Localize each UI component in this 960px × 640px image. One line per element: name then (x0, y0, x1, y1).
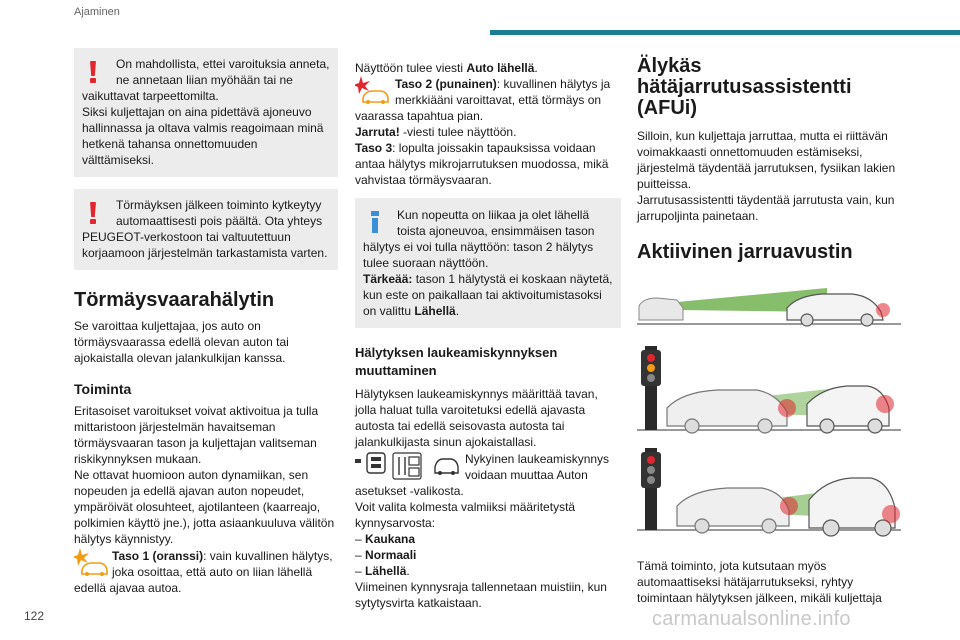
collision-alert-intro: Se varoittaa kuljettajaa, jos auto on törmäysvaarassa edellä olevan auton tai ajokaistalla olevan jalankulkijan kanssa. (74, 319, 289, 365)
section-heading-active-brake: Aktiivinen jarruavustin (637, 241, 853, 263)
level1-message-line (355, 60, 621, 76)
page-number: 122 (24, 609, 45, 623)
option-near-label: Lähellä (365, 564, 407, 578)
message-prefix: Näyttöön tulee viesti (355, 61, 467, 75)
warning-box-1-line1: On mahdollista, ettei varoituksia anneta, (116, 57, 330, 71)
important-lahella: Lähellä (414, 304, 456, 318)
level1-paragraph (74, 548, 338, 596)
section-heading-collision-alert: Törmäysvaarahälytin (74, 289, 275, 311)
warning-icon (90, 202, 96, 224)
message-period: . (534, 61, 538, 75)
level2-line1 (355, 76, 621, 92)
important-label: Tärkeää: (363, 272, 413, 286)
info-rest: hälytys ei voi tulla näyttöön: tason 2 hälytys tulee suoraan näyttöön. (363, 240, 594, 270)
jarruta-line (355, 124, 621, 140)
info-box (355, 198, 621, 328)
column-3 (637, 56, 901, 606)
warning-box-1-text: vaikuttavat tarpeettomilta. Siksi kuljettajan on aina pidettävä ajoneuvo hallinnassa ja oltava valmis reagoimaan minä hetkenä tahansa onnettomuuden välttämiseksi. (82, 89, 324, 167)
afu-text: Silloin, kun kuljettaja jarruttaa, mutta ei riittävän voimakkaasti onnettomuuden estämiseksi, järjestelmä täydentää jarrutuksen, fysiikan lakien puitteissa. Jarrutusassistentti täydentää jarrutusta vain, kun jarrupoljinta painetaan. (637, 129, 896, 223)
option-near: – Lähellä. (355, 564, 410, 578)
illustration-distance-alert (637, 282, 901, 342)
threshold-icon-rest: asetukset -valikosta. Voit valita kolmesta valmiiksi määritetystä kynnysarvosta: (355, 484, 576, 530)
column-1 (74, 48, 338, 596)
threshold-icon-line2: voidaan muuttaa Auton (465, 468, 588, 482)
active-brake-text: Tämä toiminto, jota kutsutaan myös automaattiseksi hätäjarrutukseksi, ryhtyy toimintaan hälytyksen jälkeen, mikäli kuljettaja (637, 559, 882, 605)
level1-text1: : vain kuvallinen hälytys, (203, 549, 333, 563)
warning-icon (90, 61, 96, 83)
level2-collision-icon (355, 76, 389, 104)
level3-label: Taso 3 (355, 141, 393, 155)
important-end: . (455, 304, 460, 318)
dash: – (355, 548, 362, 562)
level2-rest: vaarassa tapahtua pian. (355, 109, 484, 123)
warning-box-2-text: PEUGEOT-verkostoon tai valtuutettuun korjaamoon järjestelmän tarkastamista varten. (82, 230, 328, 260)
level2-line2: merkkiääni varoittavat, että törmäys on (395, 93, 602, 107)
warning-box-2 (74, 189, 338, 270)
dash: – (355, 564, 362, 578)
level3-text: : lopulta joissakin tapauksissa voidaan antaa hälytys mikrojarrutuksen muodossa, mikä vahvistaa törmäysvaaran. (355, 141, 609, 187)
header-section-label: Ajaminen (74, 6, 120, 18)
level2-paragraph (355, 76, 621, 124)
level1-collision-icon (74, 548, 108, 576)
warning-box-2-line1: Törmäyksen jälkeen toiminto kytkeytyy (116, 198, 322, 212)
jarruta-text: -viesti tulee näyttöön. (399, 125, 517, 139)
info-icon (371, 211, 379, 233)
operation-text: Eritasoiset varoitukset voivat aktivoitua ja tulla mittaristoon järjestelmän havaitseman törmäysvaaran tason ja kuljettajan valitseman riskikynnyksen mukaan. Ne ottavat huomioon auton dynamiikan, sen nopeuden ja edellä ajavan auton nopeudet, ympäröivät olosuhteet, ajotilanteen (kaarreajo, polkimien käyttö jne.), jotta asiaankuuluva välitön hälytys käynnistyy. (74, 404, 335, 546)
threshold-final: Viimeinen kynnysraja tallennetaan muistiin, kun sytytysvirta katkaistaan. (355, 580, 607, 610)
column-2 (355, 60, 621, 611)
important-text: tason 1 hälytystä ei koskaan näytetä, kun este on paikallaan tai aktivoitumistasoksi on valittu (363, 272, 613, 318)
level1-line2: joka osoittaa, että auto on liian lähellä (112, 565, 313, 579)
warning-box-1-line2: ne annetaan liian myöhään tai ne (116, 73, 293, 87)
section-heading-afu: Älykäs hätäjarrutusassistentti (AFUi) (637, 55, 852, 119)
level2-label: Taso 2 (punainen) (395, 77, 497, 91)
header-accent-bar (490, 30, 960, 35)
option-far (355, 531, 621, 547)
level3-paragraph (355, 140, 621, 188)
illustration-level-3 (637, 448, 901, 546)
level1-label: Taso 1 (oranssi) (112, 549, 204, 563)
info-line1: Kun nopeutta on liikaa ja olet lähellä (397, 208, 590, 222)
jarruta-label: Jarruta! (355, 125, 400, 139)
level1-line1 (74, 548, 338, 564)
threshold-text: Hälytyksen laukeamiskynnys määrittää tavan, jolla haluat tulla varoitetuksi edellä ajavasta autosta tai edellä seisovasta autosta tai jalankulkijasta sinun ajokaistallasi. (355, 387, 598, 449)
level2-text1: : kuvallinen hälytys ja (496, 77, 611, 91)
level1-rest: edellä ajavaa autoa. (74, 581, 182, 595)
option-normal-label: Normaali (365, 548, 417, 562)
info-line2: toista ajoneuvoa, ensimmäisen tason (397, 224, 595, 238)
option-normal (355, 547, 621, 563)
message-auto-lahella: Auto lähellä (466, 61, 535, 75)
warning-box-2-line2: automaattisesti pois päältä. Ota yhteys (116, 214, 323, 228)
warning-box-1 (74, 48, 338, 177)
info-important (363, 271, 613, 319)
subheading-operation: Toiminta (74, 381, 132, 397)
subheading-threshold: Hälytyksen laukeamiskynnyksen muuttaminen (355, 345, 558, 378)
threshold-icon-paragraph (355, 451, 621, 531)
settings-menu-icons (355, 451, 459, 481)
watermark: carmanualsonline.info (652, 608, 851, 630)
illustration-level-2 (637, 346, 901, 446)
option-far-label: Kaukana (365, 532, 416, 546)
dash: – (355, 532, 362, 546)
threshold-icon-line1: Nykyinen laukeamiskynnys (465, 452, 610, 466)
